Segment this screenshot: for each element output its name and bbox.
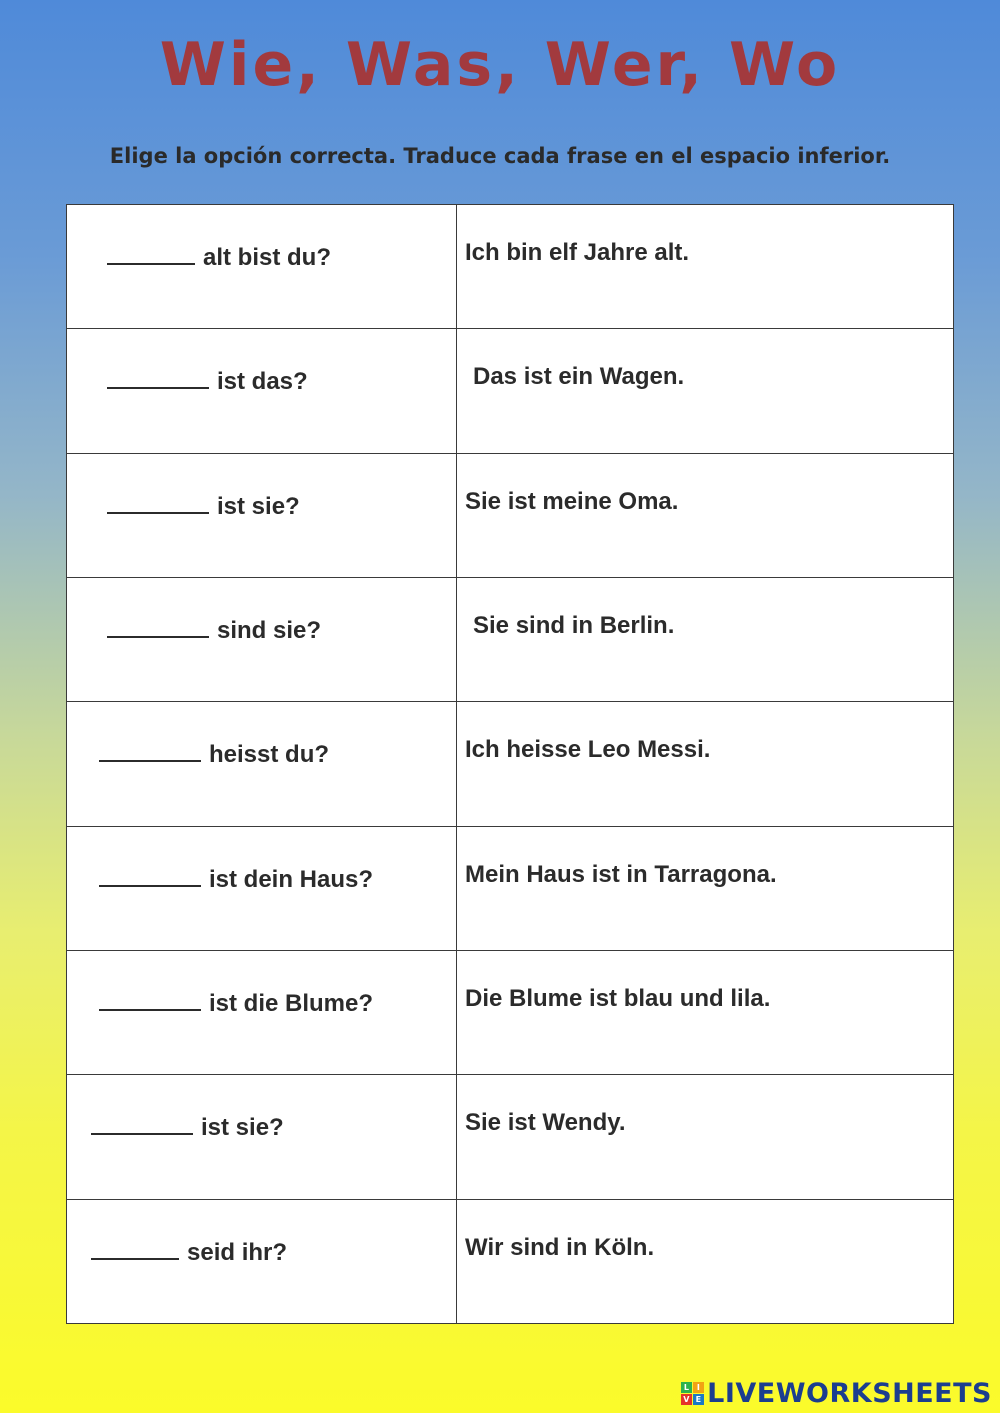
question-text — [99, 861, 373, 894]
answer-cell — [457, 702, 953, 825]
question-cell — [67, 578, 457, 701]
answer-cell — [457, 1200, 953, 1323]
question-text — [99, 985, 373, 1018]
answer-blank[interactable] — [99, 861, 201, 887]
question-cell — [67, 951, 457, 1074]
question-label: alt bist du? — [203, 244, 331, 271]
question-text — [91, 1109, 284, 1142]
table-row — [67, 827, 953, 951]
instructions-text: Elige la opción correcta. Traduce cada frase en el espacio inferior. — [109, 144, 891, 168]
question-text — [107, 612, 321, 645]
answer-text: Das ist ein Wagen. — [473, 363, 685, 391]
worksheet-title: Wie, Was, Wer, Wo — [159, 30, 841, 100]
answer-cell — [457, 827, 953, 950]
answer-blank[interactable] — [107, 363, 209, 389]
answer-text: Sie ist Wendy. — [465, 1109, 626, 1137]
answer-blank[interactable] — [99, 985, 201, 1011]
question-label: ist sie? — [201, 1114, 284, 1142]
answer-text: Wir sind in Köln. — [465, 1233, 655, 1261]
table-row — [67, 1075, 953, 1199]
answer-blank[interactable] — [107, 239, 195, 265]
question-cell — [67, 1075, 457, 1198]
worksheet-table — [66, 204, 954, 1324]
table-row — [67, 702, 953, 826]
logo-text: LIVEWORKSHEETS — [707, 1378, 992, 1409]
question-text — [107, 363, 308, 396]
question-label: sind sie? — [217, 616, 322, 644]
question-text — [91, 1234, 287, 1267]
logo-mark-letter: V — [681, 1394, 692, 1405]
question-label: ist die Blume? — [209, 989, 374, 1017]
answer-cell — [457, 951, 953, 1074]
answer-text: Sie ist meine Oma. — [465, 487, 679, 515]
logo-mark-letter: E — [693, 1394, 704, 1405]
answer-cell — [457, 454, 953, 577]
question-label: seid ihr? — [187, 1238, 288, 1266]
table-row — [67, 1200, 953, 1323]
table-row — [67, 454, 953, 578]
question-label: ist das? — [217, 368, 308, 396]
liveworksheets-logo[interactable] — [681, 1378, 992, 1409]
question-label: ist sie? — [217, 492, 300, 520]
answer-text: Die Blume ist blau und lila. — [465, 984, 771, 1012]
answer-text: Ich bin elf Jahre alt. — [465, 239, 690, 266]
question-cell — [67, 827, 457, 950]
question-cell — [67, 205, 457, 328]
answer-cell — [457, 205, 953, 328]
answer-text: Sie sind in Berlin. — [473, 611, 675, 639]
question-text — [99, 736, 329, 769]
answer-text: Ich heisse Leo Messi. — [465, 736, 711, 764]
answer-cell — [457, 578, 953, 701]
table-row — [67, 578, 953, 702]
table-row — [67, 205, 953, 329]
question-cell — [67, 454, 457, 577]
answer-cell — [457, 1075, 953, 1198]
answer-cell — [457, 329, 953, 452]
question-text — [107, 488, 300, 521]
answer-blank[interactable] — [107, 612, 209, 638]
question-cell — [67, 702, 457, 825]
answer-blank[interactable] — [91, 1234, 179, 1260]
answer-blank[interactable] — [107, 488, 209, 514]
logo-mark-letter: I — [693, 1382, 704, 1393]
question-label: heisst du? — [209, 741, 330, 769]
answer-blank[interactable] — [99, 736, 201, 762]
question-label: ist dein Haus? — [209, 865, 374, 893]
liveworksheets-logo-icon — [681, 1382, 704, 1405]
table-row — [67, 329, 953, 453]
answer-text: Mein Haus ist in Tarragona. — [465, 860, 777, 888]
table-row — [67, 951, 953, 1075]
question-cell — [67, 1200, 457, 1323]
answer-blank[interactable] — [91, 1109, 193, 1135]
question-cell — [67, 329, 457, 452]
question-text — [107, 239, 331, 272]
logo-mark-letter: L — [681, 1382, 692, 1393]
